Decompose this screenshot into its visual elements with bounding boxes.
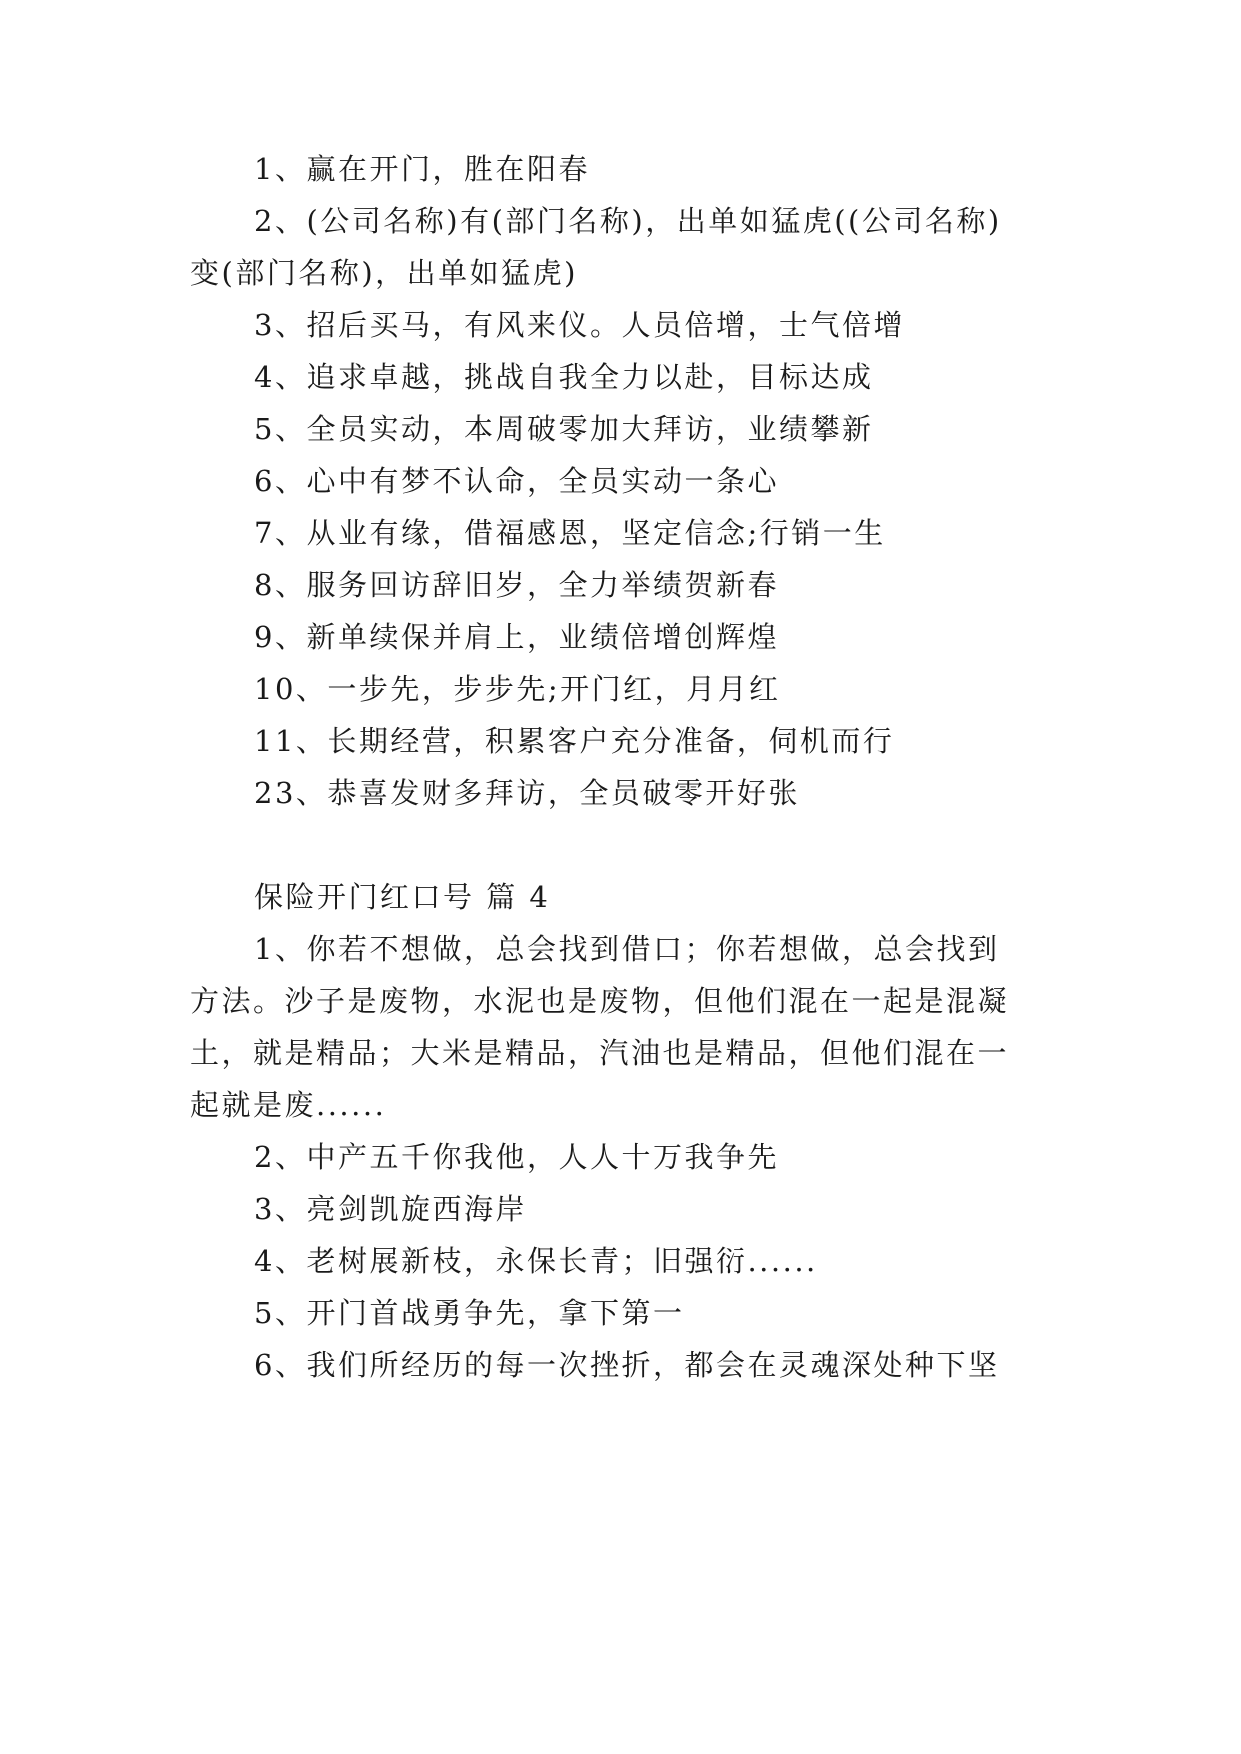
- section-2-slogan-2: 2、中产五千你我他，人人十万我争先: [254, 1140, 779, 1174]
- slogan-line-4: 4、追求卓越，挑战自我全力以赴，目标达成: [254, 360, 874, 394]
- slogan-line-9: 9、新单续保并肩上，业绩倍增创辉煌: [254, 620, 779, 654]
- paragraph-1-line-1: 1、你若不想做，总会找到借口；你若想做，总会找到: [254, 932, 1000, 966]
- section-2-slogan-4: 4、老树展新枝，永保长青；旧强衍......: [254, 1244, 818, 1278]
- slogan-line-8: 8、服务回访辞旧岁，全力举绩贺新春: [254, 568, 779, 602]
- section-2-slogan-6: 6、我们所经历的每一次挫折，都会在灵魂深处种下坚: [254, 1348, 1000, 1382]
- slogan-line-5: 5、全员实动，本周破零加大拜访，业绩攀新: [254, 412, 874, 446]
- slogan-line-2: 2、(公司名称)有(部门名称)，出单如猛虎((公司名称): [254, 204, 1002, 238]
- paragraph-1-line-2: 方法。沙子是废物，水泥也是废物，但他们混在一起是混凝: [190, 984, 1010, 1018]
- section-2-slogan-5: 5、开门首战勇争先，拿下第一: [254, 1296, 685, 1330]
- section-heading: 保险开门红口号 篇 4: [254, 880, 551, 914]
- slogan-line-2-continued: 变(部门名称)，出单如猛虎): [190, 256, 578, 290]
- slogan-line-10: 10、一步先，步步先;开门红，月月红: [254, 672, 781, 706]
- slogan-line-7: 7、从业有缘，借福感恩，坚定信念;行销一生: [254, 516, 886, 550]
- paragraph-1-line-3: 土，就是精品；大米是精品，汽油也是精品，但他们混在一: [190, 1036, 1010, 1070]
- slogan-line-6: 6、心中有梦不认命，全员实动一条心: [254, 464, 779, 498]
- section-2-slogan-3: 3、亮剑凯旋西海岸: [254, 1192, 527, 1226]
- paragraph-1-line-4: 起就是废......: [190, 1088, 387, 1122]
- slogan-line-3: 3、招后买马，有风来仪。人员倍增，士气倍增: [254, 308, 905, 342]
- slogan-line-1: 1、赢在开门，胜在阳春: [254, 152, 590, 186]
- slogan-line-11: 11、长期经营，积累客户充分准备，伺机而行: [254, 724, 895, 758]
- slogan-line-23: 23、恭喜发财多拜访，全员破零开好张: [254, 776, 800, 810]
